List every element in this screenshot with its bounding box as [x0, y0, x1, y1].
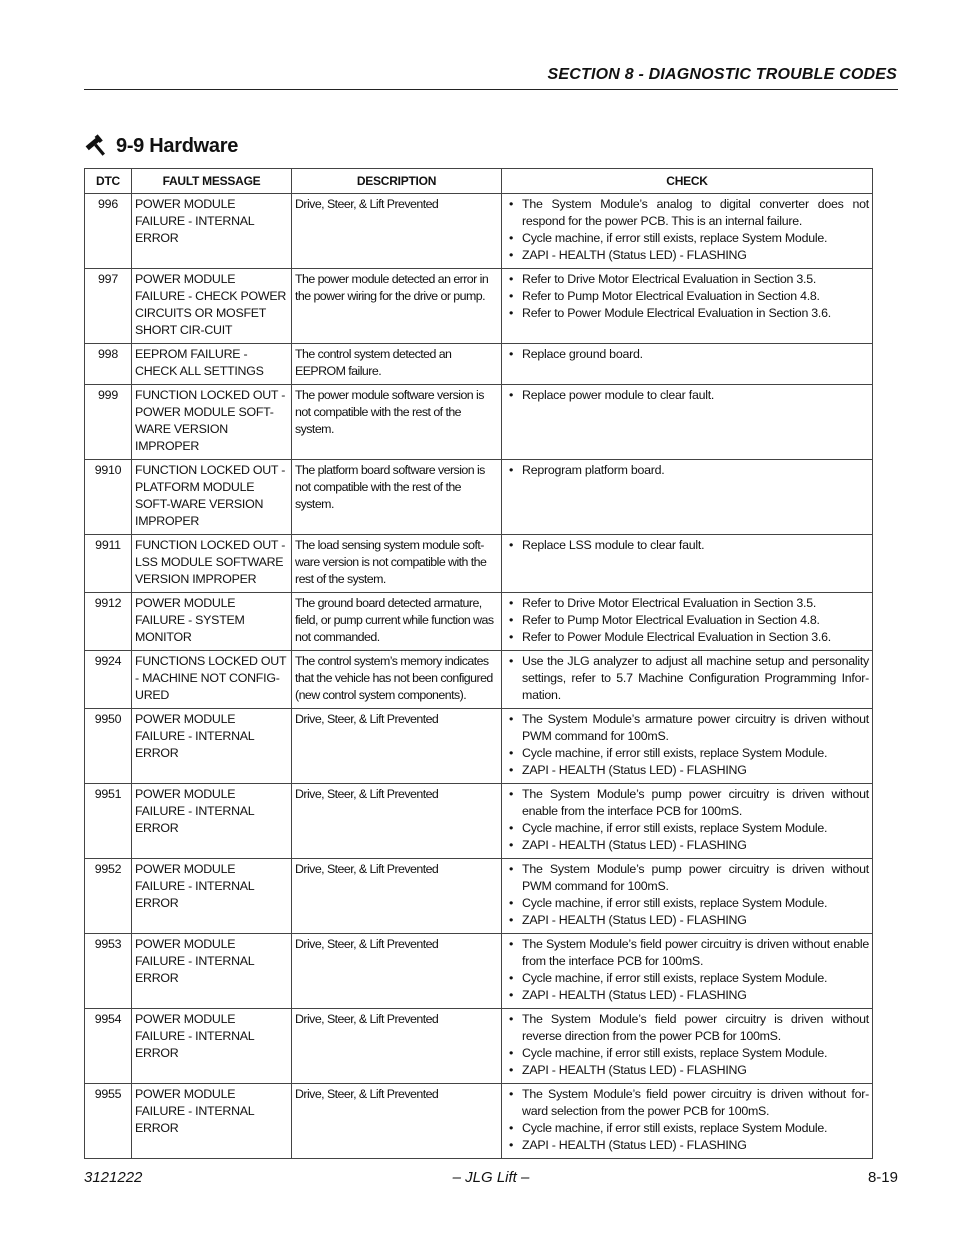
dtc-code-cell: 9951 [85, 784, 132, 859]
check-cell [502, 784, 873, 859]
description-cell: The platform board software version is not compatible with the rest of the system. [292, 460, 502, 535]
fault-message-cell: POWER MODULE FAILURE - INTERNAL ERROR [132, 709, 292, 784]
fault-message-cell: POWER MODULE FAILURE - INTERNAL ERROR [132, 1009, 292, 1084]
check-list [505, 786, 869, 854]
table-row [85, 1084, 873, 1159]
check-cell [502, 385, 873, 460]
fault-message-cell: POWER MODULE FAILURE - CHECK POWER CIRCUITS OR MOSFET SHORT CIR-CUIT [132, 269, 292, 344]
check-item: • Cycle machine, if error still exists, replace System Module. [505, 1120, 869, 1137]
table-row [85, 535, 873, 593]
check-item: • Refer to Drive Motor Electrical Evaluation in Section 3.5. [505, 271, 869, 288]
check-item: • ZAPI - HEALTH (Status LED) - FLASHING [505, 987, 869, 1004]
description-cell: Drive, Steer, & Lift Prevented [292, 784, 502, 859]
table-row [85, 269, 873, 344]
check-cell [502, 709, 873, 784]
header-divider [84, 89, 898, 90]
description-cell: Drive, Steer, & Lift Prevented [292, 1084, 502, 1159]
dtc-code-cell: 9910 [85, 460, 132, 535]
table-header-row [85, 169, 873, 194]
fault-message-cell: POWER MODULE FAILURE - INTERNAL ERROR [132, 194, 292, 269]
dtc-code-cell: 9924 [85, 651, 132, 709]
check-item: • Refer to Pump Motor Electrical Evaluation in Section 4.8. [505, 288, 869, 305]
check-item: • Refer to Pump Motor Electrical Evaluation in Section 4.8. [505, 612, 869, 629]
check-item: • Cycle machine, if error still exists, replace System Module. [505, 1045, 869, 1062]
fault-message-cell: POWER MODULE FAILURE - INTERNAL ERROR [132, 859, 292, 934]
check-item: • Use the JLG analyzer to adjust all machine setup and personality settings, refer to 5.7 Machine Configuration Programming Infor-mation. [505, 653, 869, 704]
table-row [85, 1009, 873, 1084]
check-cell [502, 1009, 873, 1084]
check-item: • ZAPI - HEALTH (Status LED) - FLASHING [505, 912, 869, 929]
check-item: • The System Module’s field power circuitry is driven without enable from the interface PCB for 100mS. [505, 936, 869, 970]
dtc-code-cell: 998 [85, 344, 132, 385]
check-list [505, 196, 869, 264]
table-row [85, 859, 873, 934]
table-row [85, 385, 873, 460]
dtc-code-cell: 9954 [85, 1009, 132, 1084]
check-list [505, 1011, 869, 1079]
hammer-icon [84, 133, 110, 159]
check-item: • Replace ground board. [505, 346, 869, 363]
check-cell [502, 194, 873, 269]
description-cell: Drive, Steer, & Lift Prevented [292, 859, 502, 934]
check-cell [502, 535, 873, 593]
fault-message-cell: EEPROM FAILURE - CHECK ALL SETTINGS [132, 344, 292, 385]
description-cell: The control system’s memory indicates that the vehicle has not been configured (new control system components). [292, 651, 502, 709]
dtc-code-cell: 9911 [85, 535, 132, 593]
fault-message-cell: POWER MODULE FAILURE - INTERNAL ERROR [132, 1084, 292, 1159]
check-item: • Cycle machine, if error still exists, replace System Module. [505, 970, 869, 987]
check-list [505, 936, 869, 1004]
check-item: • Replace LSS module to clear fault. [505, 537, 869, 554]
check-cell [502, 593, 873, 651]
check-list [505, 1086, 869, 1154]
check-item: • Refer to Power Module Electrical Evaluation in Section 3.6. [505, 305, 869, 322]
check-item: • Replace power module to clear fault. [505, 387, 869, 404]
section-heading [84, 133, 238, 159]
table-body [85, 194, 873, 1159]
table-row [85, 709, 873, 784]
dtc-code-cell: 997 [85, 269, 132, 344]
check-item: • ZAPI - HEALTH (Status LED) - FLASHING [505, 762, 869, 779]
description-cell: The power module detected an error in the power wiring for the drive or pump. [292, 269, 502, 344]
fault-message-cell: POWER MODULE FAILURE - INTERNAL ERROR [132, 784, 292, 859]
check-list [505, 861, 869, 929]
check-item: • Cycle machine, if error still exists, replace System Module. [505, 895, 869, 912]
check-item: • ZAPI - HEALTH (Status LED) - FLASHING [505, 1062, 869, 1079]
fault-message-cell: FUNCTIONS LOCKED OUT - MACHINE NOT CONFIG-URED [132, 651, 292, 709]
doc-number: 3121222 [84, 1169, 143, 1186]
page-footer [84, 1169, 898, 1189]
check-item: • The System Module’s field power circuitry is driven without for-ward selection from the power PCB for 100mS. [505, 1086, 869, 1120]
check-cell [502, 1084, 873, 1159]
page-number: 8-19 [867, 1169, 898, 1186]
table-row [85, 593, 873, 651]
check-list [505, 653, 869, 704]
check-item: • Refer to Power Module Electrical Evaluation in Section 3.6. [505, 629, 869, 646]
dtc-code-cell: 996 [85, 194, 132, 269]
check-cell [502, 269, 873, 344]
dtc-code-cell: 9950 [85, 709, 132, 784]
check-item: • ZAPI - HEALTH (Status LED) - FLASHING [505, 247, 869, 264]
fault-message-cell: FUNCTION LOCKED OUT - PLATFORM MODULE SOFT-WARE VERSION IMPROPER [132, 460, 292, 535]
check-cell [502, 460, 873, 535]
check-item: • ZAPI - HEALTH (Status LED) - FLASHING [505, 1137, 869, 1154]
check-item: • Reprogram platform board. [505, 462, 869, 479]
check-cell [502, 651, 873, 709]
check-item: • The System Module’s pump power circuitry is driven without enable from the interface PCB for 100mS. [505, 786, 869, 820]
table-row [85, 784, 873, 859]
check-cell [502, 344, 873, 385]
check-list [505, 462, 869, 479]
check-list [505, 711, 869, 779]
check-item: • The System Module’s pump power circuitry is driven without PWM command for 100mS. [505, 861, 869, 895]
check-cell [502, 859, 873, 934]
description-cell: Drive, Steer, & Lift Prevented [292, 1009, 502, 1084]
description-cell: The ground board detected armature, field, or pump current while function was not commanded. [292, 593, 502, 651]
fault-message-cell: FUNCTION LOCKED OUT - POWER MODULE SOFT-WARE VERSION IMPROPER [132, 385, 292, 460]
column-header-description: DESCRIPTION [292, 169, 502, 194]
column-header-fault-message: FAULT MESSAGE [132, 169, 292, 194]
check-item: • Cycle machine, if error still exists, replace System Module. [505, 745, 869, 762]
description-cell: The power module software version is not compatible with the rest of the system. [292, 385, 502, 460]
check-item: • The System Module’s analog to digital converter does not respond for the power PCB. This is an internal failure. [505, 196, 869, 230]
dtc-code-cell: 9955 [85, 1084, 132, 1159]
dtc-code-cell: 9953 [85, 934, 132, 1009]
fault-message-cell: FUNCTION LOCKED OUT - LSS MODULE SOFTWARE VERSION IMPROPER [132, 535, 292, 593]
check-item: • ZAPI - HEALTH (Status LED) - FLASHING [505, 837, 869, 854]
check-cell [502, 934, 873, 1009]
description-cell: Drive, Steer, & Lift Prevented [292, 934, 502, 1009]
table-row [85, 344, 873, 385]
check-list [505, 271, 869, 322]
table-row [85, 460, 873, 535]
fault-message-cell: POWER MODULE FAILURE - INTERNAL ERROR [132, 934, 292, 1009]
fault-message-cell: POWER MODULE FAILURE - SYSTEM MONITOR [132, 593, 292, 651]
column-header-dtc: DTC [85, 169, 132, 194]
check-item: • The System Module’s field power circuitry is driven without reverse direction from the power PCB for 100mS. [505, 1011, 869, 1045]
dtc-code-cell: 999 [85, 385, 132, 460]
check-list [505, 387, 869, 404]
check-item: • Refer to Drive Motor Electrical Evaluation in Section 3.5. [505, 595, 869, 612]
description-cell: The control system detected an EEPROM failure. [292, 344, 502, 385]
table-row [85, 651, 873, 709]
check-item: • The System Module’s armature power circuitry is driven without PWM command for 100mS. [505, 711, 869, 745]
dtc-code-cell: 9952 [85, 859, 132, 934]
description-cell: Drive, Steer, & Lift Prevented [292, 709, 502, 784]
description-cell: The load sensing system module soft-ware version is not compatible with the rest of the system. [292, 535, 502, 593]
footer-brand: – JLG Lift – [452, 1169, 530, 1186]
section-title: 9-9 Hardware [116, 134, 239, 157]
description-cell: Drive, Steer, & Lift Prevented [292, 194, 502, 269]
check-item: • Cycle machine, if error still exists, replace System Module. [505, 230, 869, 247]
dtc-code-cell: 9912 [85, 593, 132, 651]
check-list [505, 537, 869, 554]
table-row [85, 934, 873, 1009]
dtc-table [84, 168, 873, 1159]
check-list [505, 595, 869, 646]
section-header-title: SECTION 8 - DIAGNOSTIC TROUBLE CODES [547, 66, 897, 83]
table-row [85, 194, 873, 269]
check-item: • Cycle machine, if error still exists, replace System Module. [505, 820, 869, 837]
column-header-check: CHECK [502, 169, 873, 194]
check-list [505, 346, 869, 363]
